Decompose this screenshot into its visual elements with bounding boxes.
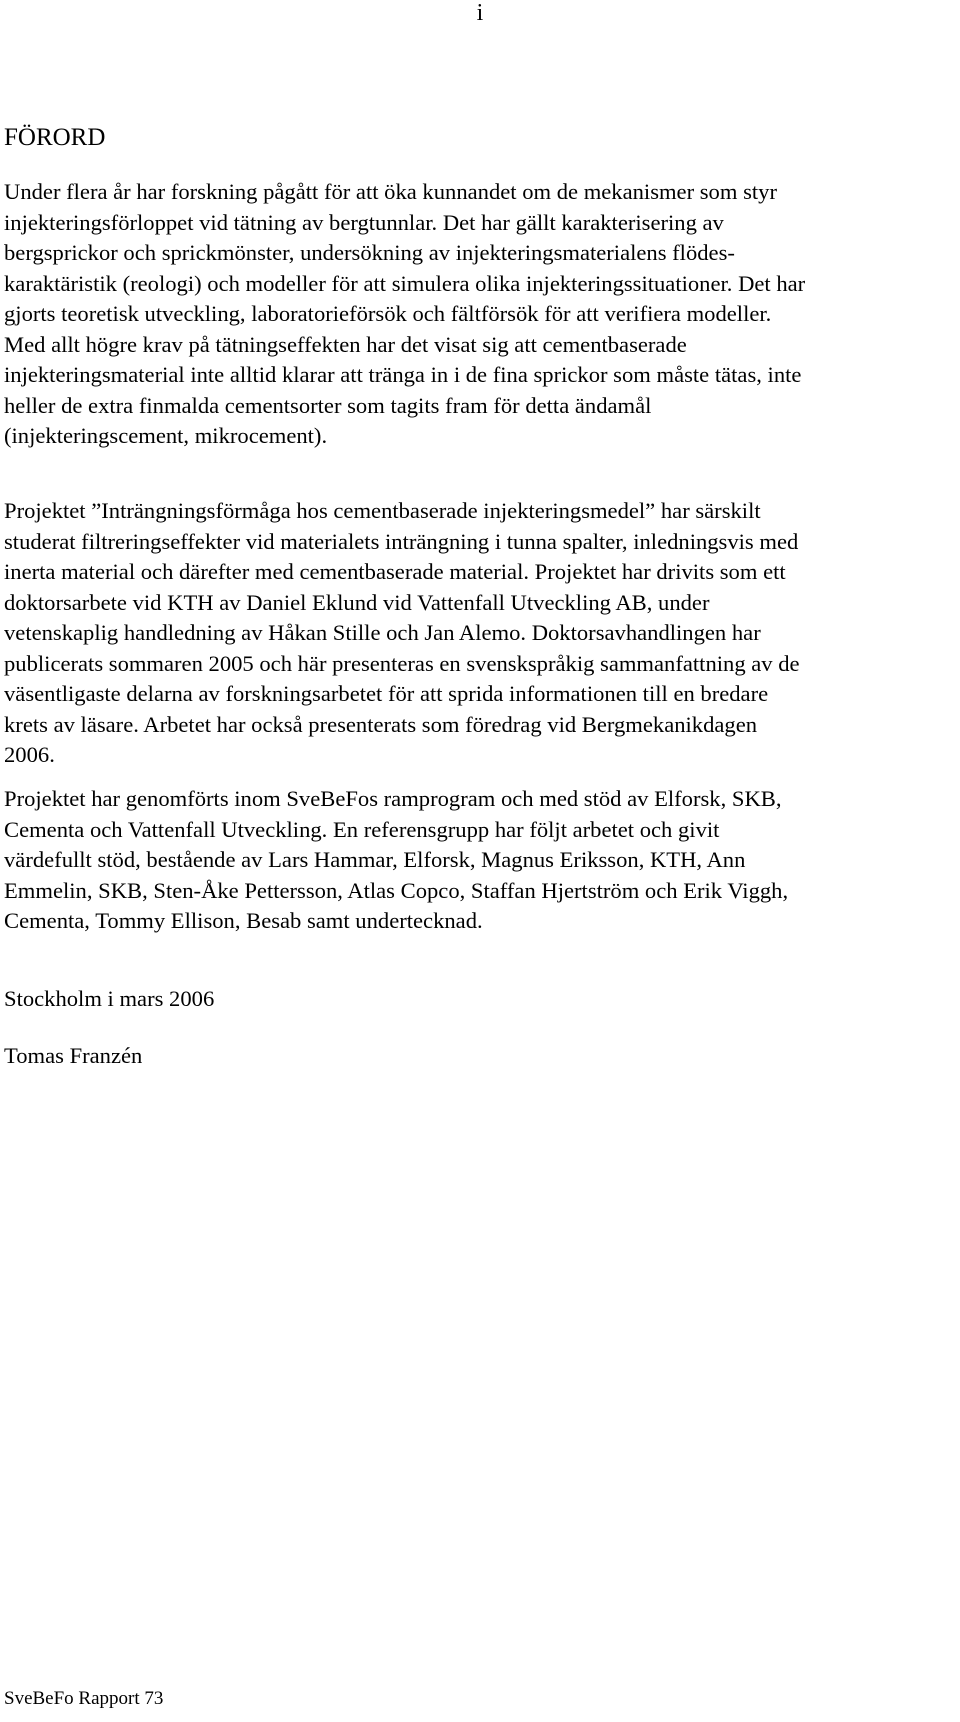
signature-name: Tomas Franzén — [4, 1043, 143, 1068]
place-date: Stockholm i mars 2006 — [4, 986, 215, 1011]
paragraph-background: Under flera år har forskning pågått för att öka kunnandet om de mekanismer som styr injekteringsförloppet vid tätning av bergtunnlar. Det har gällt karakterisering av bergsprickor och sprickmönster, undersökning av injekteringsmaterialens flödes- karaktäristik (reologi) och modeller för att simulera olika injekteringssituationer. Det har gjorts teoretisk utveckling, laboratorieförsök och fältförsök för att verifiera modeller. Med allt högre krav på tätningseffekten har det visat sig att cementbaserade injekteringsmaterial inte alltid klarar att tränga in i de fina sprickor som måste tätas, inte heller de extra finmalda cementsorter som tagits fram för detta ändamål (injekteringscement, mikrocement). — [4, 179, 806, 448]
paragraph-acknowledgements: Projektet har genomförts inom SveBeFos ramprogram och med stöd av Elforsk, SKB, Cementa och Vattenfall Utveckling. En referensgrupp har följt arbetet och givit värdefullt stöd, bestående av Lars Hammar, Elforsk, Magnus Eriksson, KTH, Ann Emmelin, SKB, Sten-Åke Pettersson, Atlas Copco, Staffan Hjertström och Erik Viggh, Cementa, Tommy Ellison, Besab samt undertecknad. — [4, 786, 789, 933]
paragraph-project: Projektet ”Inträngningsförmåga hos cementbaserade injekteringsmedel” har särskilt studerat filtreringseffekter vid materialets inträngning i tunna spalter, inledningsvis med inerta material och därefter med cementbaserade material. Projektet har drivits som ett doktorsarbete vid KTH av Daniel Eklund vid Vattenfall Utveckling AB, under vetenskaplig handledning av Håkan Stille och Jan Alemo. Doktorsavhandlingen har publicerats sommaren 2005 och här presenteras en svenskspråkig sammanfattning av de väsentligaste delarna av forskningsarbetet för att sprida informationen till en bredare krets av läsare. Arbetet har också presenterats som föredrag vid Bergmekanikdagen 2006. — [4, 498, 800, 767]
report-footer: SveBeFo Rapport 73 — [4, 1688, 164, 1709]
page-title: FÖRORD — [4, 124, 106, 151]
page-number: i — [476, 0, 484, 26]
